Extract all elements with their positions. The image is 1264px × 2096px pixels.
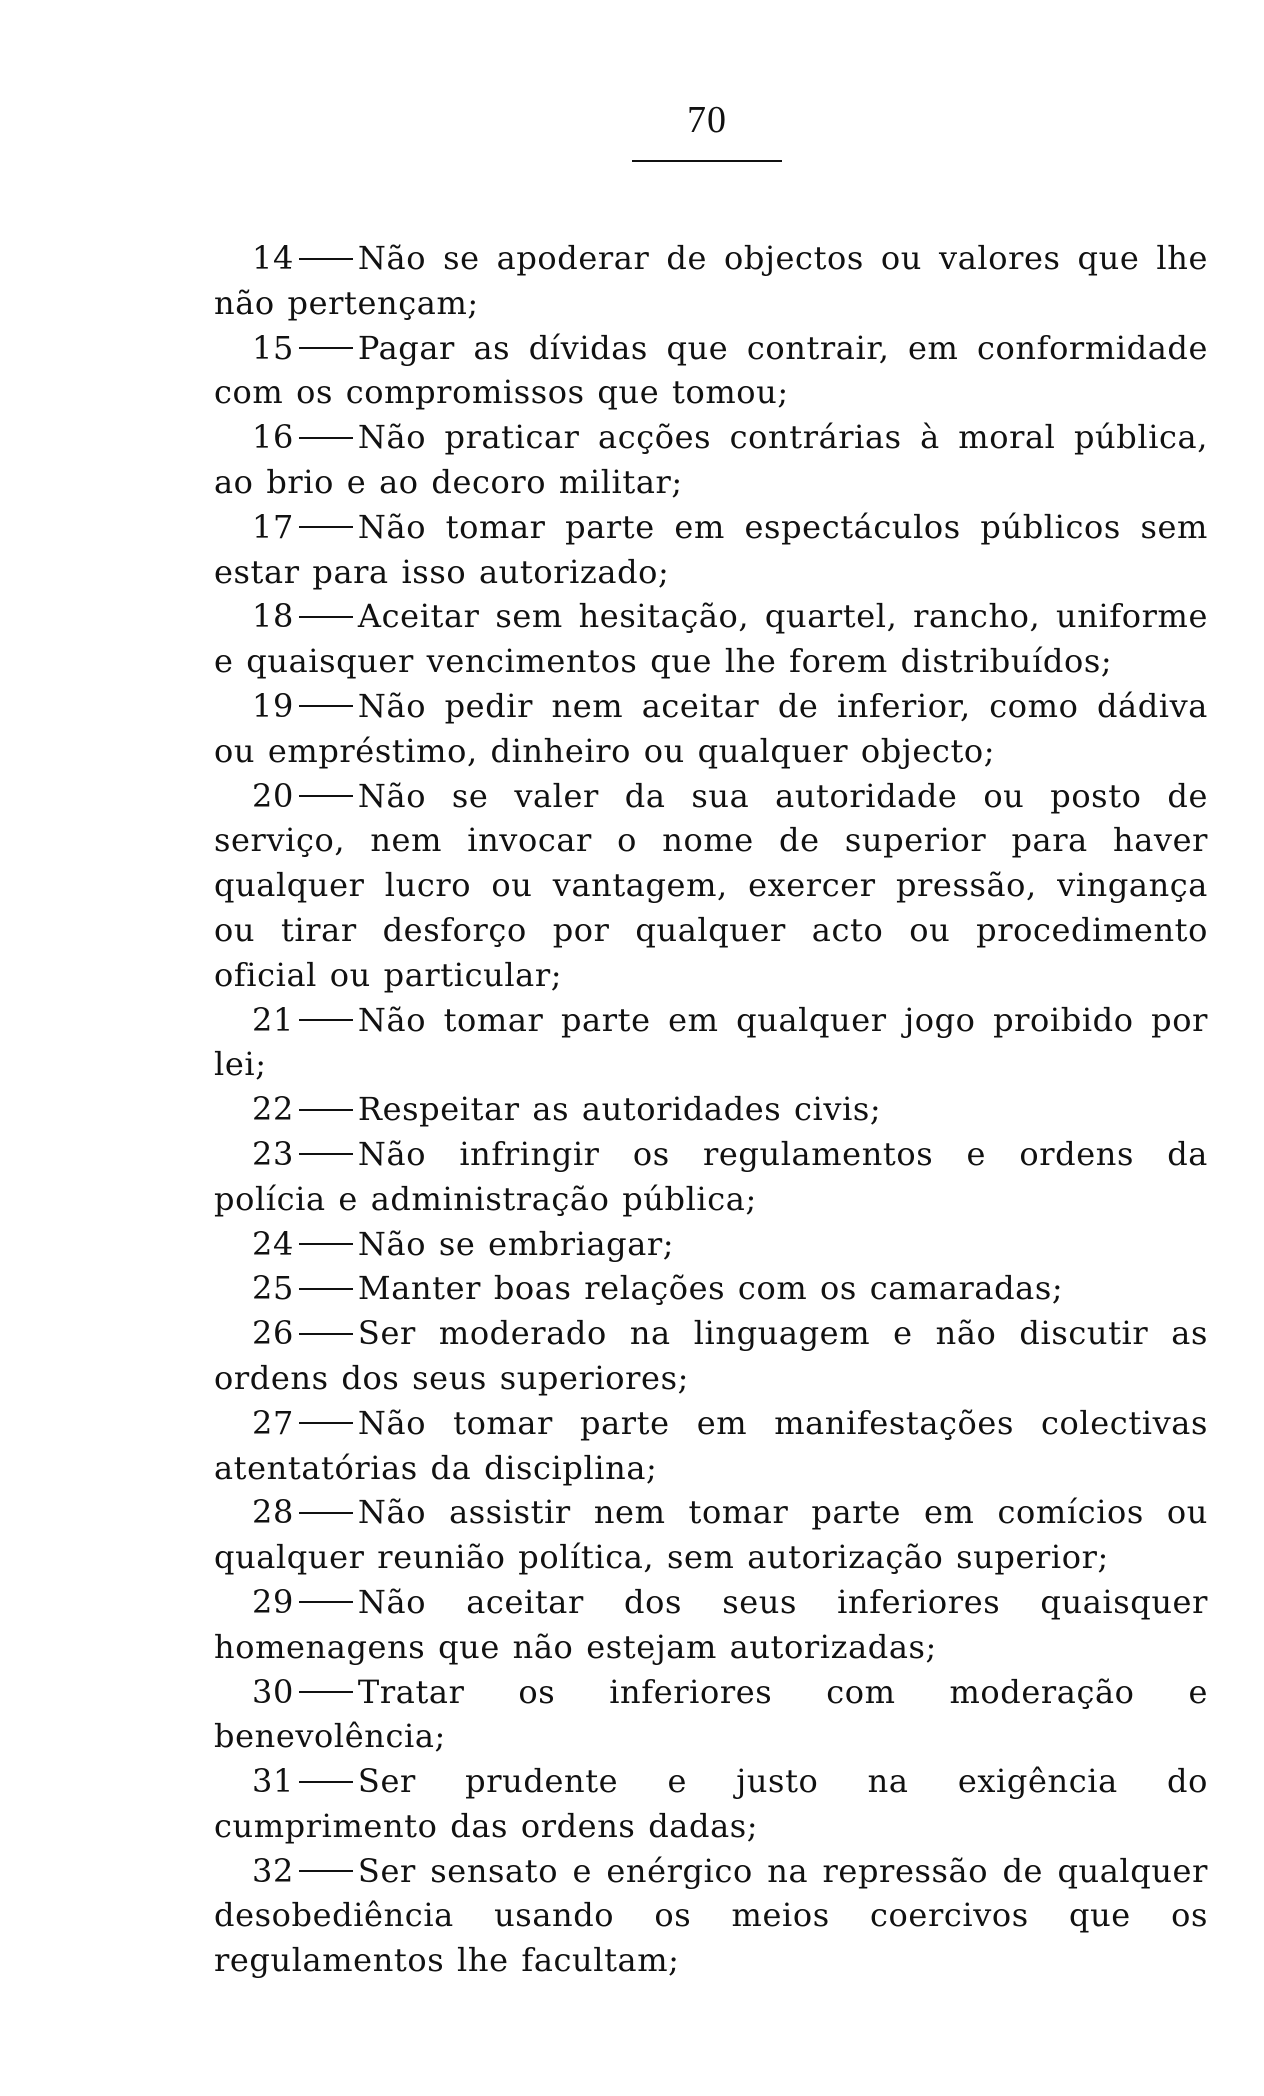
em-dash [299,1781,353,1783]
article-number: 22 [252,1090,294,1129]
article-item [214,1132,1208,1222]
article-item [214,415,1208,505]
article-number: 28 [252,1493,294,1532]
article-item [214,1580,1208,1670]
article-text: Aceitar sem hesitação, quartel, rancho, uniforme e quaisquer vencimentos que lhe forem distribuídos; [214,597,1208,681]
article-item [214,774,1208,998]
article-number: 31 [252,1762,294,1801]
article-item [214,1759,1208,1849]
article-number: 15 [252,328,294,367]
article-item [214,1222,1208,1267]
article-text: Não praticar acções contrárias à moral pública, ao brio e ao decoro militar; [214,418,1208,501]
article-text: Não aceitar dos seus inferiores quaisquer homenagens que não estejam autorizadas; [214,1582,1208,1666]
article-number: 17 [252,507,294,546]
article-item [214,684,1208,774]
article-text: Ser moderado na linguagem e não discutir as ordens dos seus superiores; [214,1314,1208,1397]
article-number: 20 [252,776,294,815]
article-item [214,1670,1208,1760]
article-number: 19 [252,686,294,725]
article-item [214,1266,1208,1311]
article-text: Não tomar parte em espectáculos públicos sem estar para isso autorizado; [214,507,1208,591]
article-number: 27 [252,1403,294,1442]
em-dash [299,1870,353,1872]
article-text: Não assistir nem tomar parte em comícios ou qualquer reunião política, sem autorização superior; [214,1493,1208,1577]
article-text: Não se apoderar de objectos ou valores que lhe não pertençam; [214,239,1208,322]
article-text: Não tomar parte em qualquer jogo proibido por lei; [214,1000,1208,1084]
article-number: 24 [252,1224,294,1263]
em-dash [299,347,353,349]
article-number: 30 [252,1672,294,1711]
article-text: Manter boas relações com os camaradas; [357,1269,1064,1308]
article-number: 16 [252,418,294,457]
article-text: Respeitar as autoridades civis; [357,1090,882,1129]
em-dash [299,1512,353,1514]
em-dash [299,437,353,439]
article-text: Pagar as dívidas que contrair, em conformidade com os compromissos que tomou; [214,328,1208,412]
article-item [214,1849,1208,1983]
page-number-rule [632,160,782,162]
em-dash [299,1601,353,1603]
em-dash [299,1333,353,1335]
article-item [214,1087,1208,1132]
em-dash [299,705,353,707]
article-number: 32 [252,1851,294,1890]
article-text: Não pedir nem aceitar de inferior, como dádiva ou empréstimo, dinheiro ou qualquer objecto; [214,686,1208,770]
article-item [214,998,1208,1088]
article-list [214,236,1208,1983]
em-dash [299,795,353,797]
em-dash [299,1691,353,1693]
article-item [214,1490,1208,1580]
article-item [214,236,1208,326]
article-text: Tratar os inferiores com moderação e benevolência; [214,1672,1208,1756]
article-text: Ser sensato e enérgico na repressão de qualquer desobediência usando os meios coercivos que os regulamentos lhe facultam; [214,1851,1208,1980]
article-number: 21 [252,1000,294,1039]
em-dash [299,258,353,260]
em-dash [299,1109,353,1111]
article-number: 25 [252,1269,294,1308]
article-item [214,326,1208,416]
article-item [214,1311,1208,1401]
em-dash [299,616,353,618]
article-text: Não infringir os regulamentos e ordens da polícia e administração pública; [214,1134,1208,1218]
em-dash [299,1243,353,1245]
article-text: Não se valer da sua autoridade ou posto de serviço, nem invocar o nome de superior para haver qualquer lucro ou vantagem, exercer pressão, vingança ou tirar desforço por qualquer acto ou procedimento oficial ou particular; [214,776,1208,994]
article-item [214,594,1208,684]
article-item [214,1401,1208,1491]
article-number: 14 [252,239,294,277]
em-dash [299,1422,353,1424]
page-number: 70 [687,99,727,141]
article-number: 29 [252,1582,294,1621]
em-dash [299,1153,353,1155]
article-number: 18 [252,597,294,636]
article-text: Ser prudente e justo na exigência do cumprimento das ordens dadas; [214,1762,1208,1845]
article-item [214,505,1208,595]
article-number: 23 [252,1134,294,1173]
em-dash [299,1019,353,1021]
article-text: Não se embriagar; [357,1224,675,1263]
article-number: 26 [252,1314,294,1353]
em-dash [299,526,353,528]
article-text: Não tomar parte em manifestações colectivas atentatórias da disciplina; [214,1403,1208,1487]
em-dash [299,1288,353,1290]
